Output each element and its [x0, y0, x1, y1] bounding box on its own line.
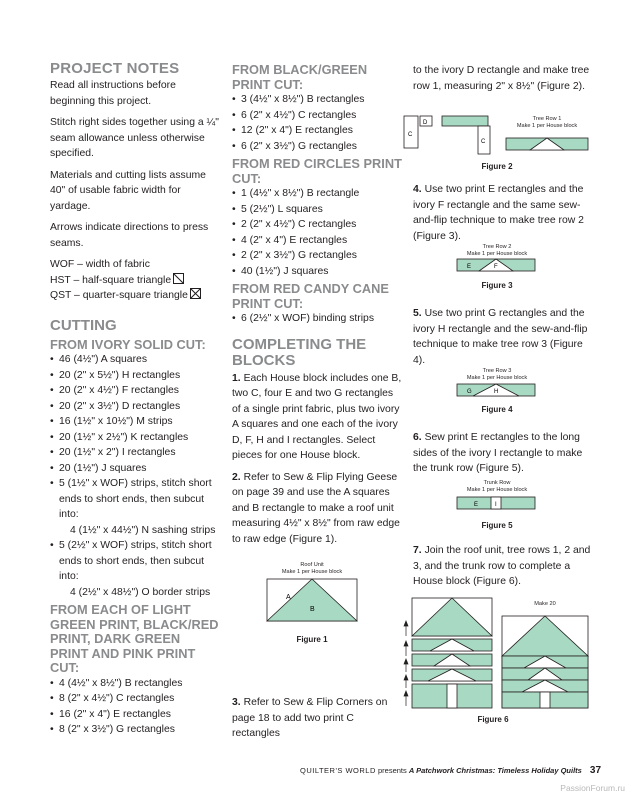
list-item: • 2 (2" x 3½") G rectangles [232, 248, 404, 264]
list-item: • 12 (2" x 4") E rectangles [232, 123, 404, 139]
left-column [50, 60, 220, 738]
ivory-list [50, 352, 220, 600]
figure-subtitle: Make 1 per House block [466, 374, 528, 381]
step-6: 6. Sew print E rectangles to the long sides of the ivory I rectangle to make the trunk row (Figure 5). [413, 432, 583, 474]
list-item: • 16 (1½" x 10½") M strips [50, 414, 220, 430]
list-item: • 8 (2" x 4½") C rectangles [50, 691, 220, 707]
notes-para: Read all instructions before beginning this project. [50, 80, 176, 107]
notes-para: Arrows indicate directions to press seams. [50, 222, 209, 249]
label-b: B [310, 606, 315, 613]
figure-4 [445, 368, 549, 414]
list-item: • 20 (2" x 3½") D rectangles [50, 399, 220, 415]
list-item: • 20 (1½") J squares [50, 461, 220, 477]
abbr-qst: QST – quarter-square triangle [50, 288, 220, 304]
step-5: 5. Use two print G rectangles and the ivory H rectangle and the sew-and-flip technique to make tree row 3 (Figure 4). [413, 308, 588, 366]
list-subitem: 4 (2½" x 48½") O border strips [70, 586, 211, 598]
right-column [413, 63, 593, 94]
label-c: C [481, 139, 486, 145]
footer-brand: QUILTER'S WORLD [300, 766, 376, 775]
figure-title: Tree Row 2 [482, 244, 512, 250]
list-item: • 2 (2" x 4½") C rectangles [232, 217, 404, 233]
page-footer [300, 765, 601, 776]
list-subitem: 4 (1½" x 44½") N sashing strips [70, 524, 216, 536]
figure-caption: Figure 6 [477, 715, 509, 724]
list-item: • 5 (1½" x WOF) strips, stitch short ends to short ends, then subcut into: [50, 476, 220, 523]
figure-5 [445, 480, 549, 530]
label-e: E [467, 264, 472, 270]
light-list [50, 676, 220, 738]
ivory-heading: FROM IVORY SOLID CUT: [50, 336, 206, 352]
step-5-block [413, 306, 593, 368]
figure-2 [402, 112, 592, 177]
figure-title: Tree Row 1 [532, 116, 562, 122]
abbr-hst: HST – half-square triangle [50, 273, 220, 289]
figure-caption: Figure 1 [296, 635, 328, 644]
roof-unit-diagram [262, 577, 362, 623]
candy-cane-list [232, 311, 404, 327]
footer-presents: presents [377, 766, 407, 775]
list-item: • 8 (2" x 3½") G rectangles [50, 722, 220, 738]
label-h: H [494, 389, 499, 395]
make-20-label: Make 20 [534, 601, 556, 607]
label-d: D [423, 120, 428, 126]
label-f: F [494, 264, 498, 270]
list-item: • 1 (4½" x 8½") B rectangle [232, 186, 404, 202]
step-6-block [413, 430, 593, 477]
footer-book-title: A Patchwork Christmas: Timeless Holiday Quilts [408, 766, 582, 775]
figure-title: Trunk Row [483, 480, 511, 486]
step-1: 1. Each House block includes one B, two C, four E and two G rectangles of a single print fabric, plus two ivory A squares and one each of the ivory D, F, H and I rectangles. Select pieces for one House block. [232, 372, 402, 461]
figure-caption: Figure 2 [481, 162, 513, 171]
figure-subtitle: Make 1 per House block [516, 123, 578, 129]
cutting-heading: CUTTING [50, 316, 117, 334]
list-item: • 6 (2½" x WOF) binding strips [232, 311, 404, 327]
label-e: E [474, 502, 479, 508]
figure-subtitle: Make 1 per House block [466, 250, 528, 257]
project-notes-heading: PROJECT NOTES [50, 60, 180, 77]
notes-para: Stitch right sides together using a ¼" seam allowance unless otherwise specified. [50, 117, 219, 159]
label-c: C [408, 132, 413, 138]
candy-cane-heading: FROM RED CANDY CANE PRINT CUT: [232, 281, 389, 311]
completing-heading: COMPLETING THE BLOCKS [232, 335, 367, 369]
figure-caption: Figure 5 [481, 521, 513, 530]
list-item: • 3 (4½" x 8½") B rectangles [232, 92, 404, 108]
list-item: • 20 (2" x 4½") F rectangles [50, 383, 220, 399]
tree-row-3-diagram [445, 381, 549, 399]
figure-6 [402, 596, 598, 726]
step-2: 2. Refer to Sew & Flip Flying Geese on page 39 and use the A squares and B rectangle to make a roof unit measuring 4½" x 8½" from raw edge to raw edge (Figure 1). [232, 471, 400, 545]
list-item: • 4 (2" x 4") E rectangles [232, 233, 404, 249]
red-circles-heading: FROM RED CIRCLES PRINT CUT: [232, 156, 402, 186]
label-g: G [467, 389, 472, 395]
step-4: 4. Use two print E rectangles and the ivory F rectangle and the same sew-and-flip technique to make tree row 2 (Figure 3). [413, 184, 584, 242]
black-green-list [232, 92, 404, 154]
list-item: • 40 (1½") J squares [232, 264, 404, 280]
figure-1 [262, 562, 362, 644]
red-circles-list [232, 186, 404, 279]
black-green-heading: FROM BLACK/GREEN PRINT CUT: [232, 62, 368, 92]
step-3-continued: to the ivory D rectangle and make tree row 1, measuring 2" x 8½" (Figure 2). [413, 65, 590, 92]
list-item: • 20 (1½" x 2") I rectangles [50, 445, 220, 461]
figure-caption: Figure 3 [481, 281, 513, 290]
figure-title: Roof Unit [300, 562, 324, 568]
figure-title: Tree Row 3 [482, 368, 512, 374]
trunk-row-diagram [445, 493, 549, 513]
tree-row-2-diagram [445, 257, 549, 273]
list-item: • 6 (2" x 3½") G rectangles [232, 139, 404, 155]
light-green-heading: FROM EACH OF LIGHT GREEN PRINT, BLACK/RED PRINT, DARK GREEN PRINT AND PINK PRINT CUT: [50, 602, 219, 675]
step-7-block [413, 543, 593, 590]
figure-subtitle: Make 1 per House block [281, 568, 343, 575]
qst-icon [190, 288, 201, 299]
step-4-block [413, 182, 593, 244]
abbr-wof: WOF – width of fabric [50, 259, 150, 270]
list-item: • 20 (2" x 5½") H rectangles [50, 368, 220, 384]
watermark: PassionForum.ru [560, 783, 625, 793]
list-item: • 20 (1½" x 2½") K rectangles [50, 430, 220, 446]
list-item: • 4 (4½" x 8½") B rectangles [50, 676, 220, 692]
figure-caption: Figure 4 [481, 405, 513, 414]
hst-icon [173, 273, 184, 284]
list-item: • 5 (2½" x WOF) strips, stitch short ends to short ends, then subcut into: [50, 538, 220, 585]
list-item: • 46 (4½") A squares [50, 352, 220, 368]
page-number: 37 [589, 765, 602, 776]
step-3: 3. Refer to Sew & Flip Corners on page 18 to add two print C rectangles [232, 697, 388, 739]
list-item: • 16 (2" x 4") E rectangles [50, 707, 220, 723]
notes-para: Materials and cutting lists assume 40" of usable fabric width for yardage. [50, 169, 206, 212]
house-block-diagram [402, 596, 598, 712]
figure-subtitle: Make 1 per House block [466, 486, 528, 493]
figure-3 [445, 244, 549, 290]
list-item: • 5 (2½") L squares [232, 202, 404, 218]
label-a: A [286, 594, 291, 601]
step-7: 7. Join the roof unit, tree rows 1, 2 and 3, and the trunk row to complete a House block (Figure 6). [413, 545, 591, 587]
list-item: • 6 (2" x 4½") C rectangles [232, 108, 404, 124]
label-i: I [495, 502, 497, 508]
